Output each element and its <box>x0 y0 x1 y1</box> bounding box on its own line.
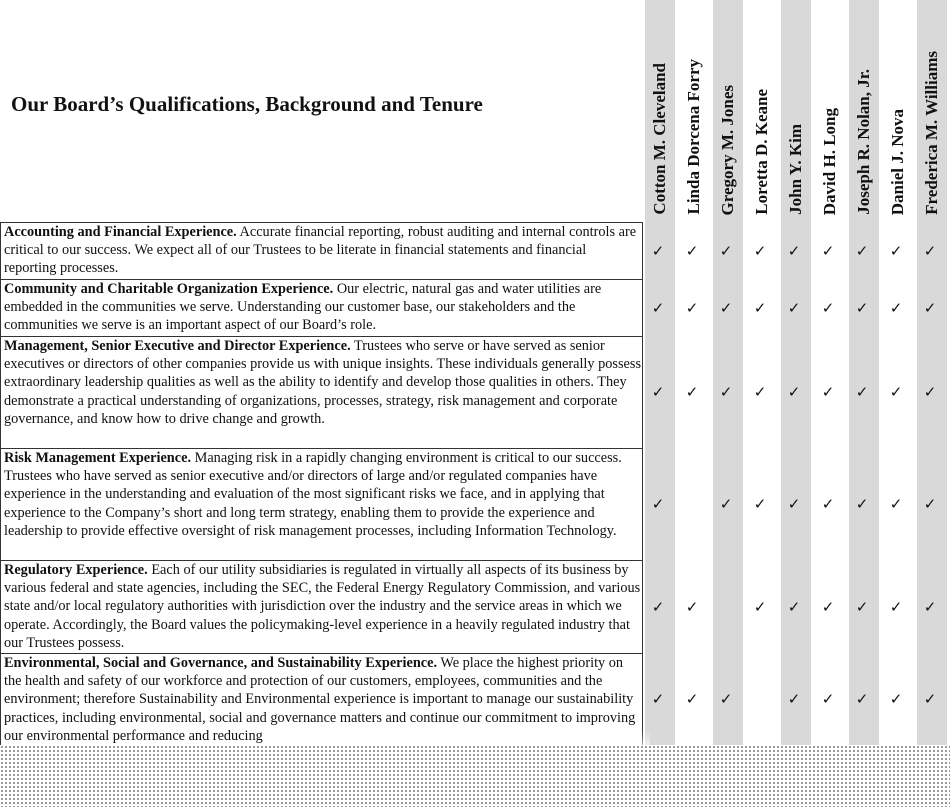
qualification-heading: Community and Charitable Organization Experience. <box>4 281 334 297</box>
scan-fade <box>300 730 650 745</box>
qualification-heading: Regulatory Experience. <box>4 562 148 578</box>
check-mark: ✓ <box>719 241 733 260</box>
trustee-name-label: Cotton M. Cleveland <box>650 63 669 215</box>
check-mark: ✓ <box>685 383 699 401</box>
check-mark: ✓ <box>685 241 699 260</box>
qualification-description: Accurate financial reporting, robust auditing and internal controls are critical to our success. We expect all of our Trustees to be literate in financial statements and financial reporting processes. <box>4 224 637 277</box>
trustee-name <box>813 0 847 221</box>
qualification-description: Trustees who serve or have served as senior executives or directors of other companies provide us with unique insights. These individuals generally possess extraordinary leadership qualities as well as the ability to identify and develop those qualities in others. They demonstrate a practical understanding of organizations, processes, strategy, risk management and corporate governance, and know how to drive change and growth. <box>4 338 641 427</box>
qualification-heading: Accounting and Financial Experience. <box>4 224 237 240</box>
check-mark: ✓ <box>923 383 937 401</box>
check-mark: ✓ <box>719 690 733 708</box>
check-mark: ✓ <box>651 690 665 708</box>
qualification-description: Managing risk in a rapidly changing environment is critical to our success. Trustees who have served as senior executive and/or directors of large and/or regulated companies have experience in the understanding and evaluation of the most significant risks we face, and in applying that experience to the Company’s short and long term strategy, enabling them to provide the experience and leadership to provide effective oversight of risk management processes, including Information Technology. <box>4 450 622 539</box>
check-mark: ✓ <box>821 597 835 616</box>
qualification-cell <box>4 449 641 560</box>
check-mark: ✓ <box>855 241 869 260</box>
trustee-name-label: Loretta D. Keane <box>752 89 771 215</box>
check-mark: ✓ <box>787 383 801 401</box>
trustee-name-label: Gregory M. Jones <box>718 84 737 215</box>
check-mark: ✓ <box>821 241 835 260</box>
check-mark: ✓ <box>855 298 869 317</box>
check-mark: ✓ <box>821 690 835 708</box>
trustee-name <box>915 0 949 221</box>
qualification-heading: Risk Management Experience. <box>4 450 192 466</box>
check-mark: ✓ <box>719 383 733 401</box>
check-mark: ✓ <box>787 241 801 260</box>
check-mark: ✓ <box>855 495 869 513</box>
check-mark: ✓ <box>923 690 937 708</box>
qualification-description: We place the highest priority on the health and safety of our workforce and protection of our customers, employees, communities and the environment; therefore Sustainability and Environmental experience is important to manage our sustainability practices, including environmental, social and governance matters and continue our commitment to improving our environmental performance and reducing <box>4 655 636 744</box>
trustee-name <box>881 0 915 221</box>
trustee-name-label: Linda Dorcena Forry <box>684 59 703 215</box>
qualification-description: Each of our utility subsidiaries is regulated in virtually all aspects of its business by various federal and state agencies, including the SEC, the Federal Energy Regulatory Commission, and various state and/or local regulatory authorities with jurisdiction over the industry and the service areas in which we operate. Accordingly, the Board values the policymaking-level experience in a heavily regulated industry that our Trustees possess. <box>4 562 641 651</box>
column-divider <box>0 222 1 745</box>
check-mark: ✓ <box>889 597 903 616</box>
qualification-heading: Environmental, Social and Governance, and Sustainability Experience. <box>4 655 438 671</box>
check-mark: ✓ <box>889 298 903 317</box>
trustee-name-label: John Y. Kim <box>786 124 805 215</box>
page-title: Our Board’s Qualifications, Background and Tenure <box>11 92 483 116</box>
check-mark: ✓ <box>787 690 801 708</box>
check-mark: ✓ <box>651 383 665 401</box>
qualification-cell <box>4 280 641 336</box>
check-mark: ✓ <box>719 298 733 317</box>
check-mark: ✓ <box>753 241 767 260</box>
check-mark: ✓ <box>855 597 869 616</box>
check-mark: ✓ <box>855 690 869 708</box>
check-mark: ✓ <box>753 383 767 401</box>
trustee-name <box>779 0 813 221</box>
check-mark: ✓ <box>685 298 699 317</box>
check-mark: ✓ <box>889 241 903 260</box>
check-mark: ✓ <box>787 495 801 513</box>
trustee-name-label: Joseph R. Nolan, Jr. <box>854 69 873 215</box>
trustee-name <box>745 0 779 221</box>
trustee-name-label: Frederica M. Williams <box>922 51 941 215</box>
check-mark: ✓ <box>923 298 937 317</box>
check-mark: ✓ <box>821 298 835 317</box>
check-mark: ✓ <box>923 597 937 616</box>
check-mark: ✓ <box>855 383 869 401</box>
check-mark: ✓ <box>787 298 801 317</box>
scan-dither-overlay <box>0 745 950 807</box>
check-mark: ✓ <box>889 495 903 513</box>
qualification-cell <box>4 223 641 279</box>
check-mark: ✓ <box>719 495 733 513</box>
check-mark: ✓ <box>821 495 835 513</box>
check-mark: ✓ <box>923 241 937 260</box>
trustee-name <box>711 0 745 221</box>
trustee-name-label: Daniel J. Nova <box>888 108 907 215</box>
trustee-name-label: David H. Long <box>820 107 839 215</box>
check-mark: ✓ <box>685 690 699 708</box>
trustee-name <box>847 0 881 221</box>
check-mark: ✓ <box>787 597 801 616</box>
check-mark: ✓ <box>651 298 665 317</box>
check-mark: ✓ <box>651 495 665 513</box>
qualification-cell <box>4 337 641 448</box>
trustee-name <box>643 0 677 221</box>
check-mark: ✓ <box>753 495 767 513</box>
check-mark: ✓ <box>651 241 665 260</box>
check-mark: ✓ <box>685 597 699 616</box>
check-mark: ✓ <box>923 495 937 513</box>
qualification-cell <box>4 561 641 653</box>
check-mark: ✓ <box>753 597 767 616</box>
qualification-heading: Management, Senior Executive and Director Experience. <box>4 338 351 354</box>
check-mark: ✓ <box>889 690 903 708</box>
check-mark: ✓ <box>651 597 665 616</box>
trustee-name <box>677 0 711 221</box>
qualification-description: Our electric, natural gas and water utilities are embedded in the communities we serve. Understanding our customer base, our stakeholders and the communities we serve is an important aspect of our Board’s role. <box>4 281 602 334</box>
check-mark: ✓ <box>821 383 835 401</box>
check-mark: ✓ <box>753 298 767 317</box>
check-mark: ✓ <box>889 383 903 401</box>
